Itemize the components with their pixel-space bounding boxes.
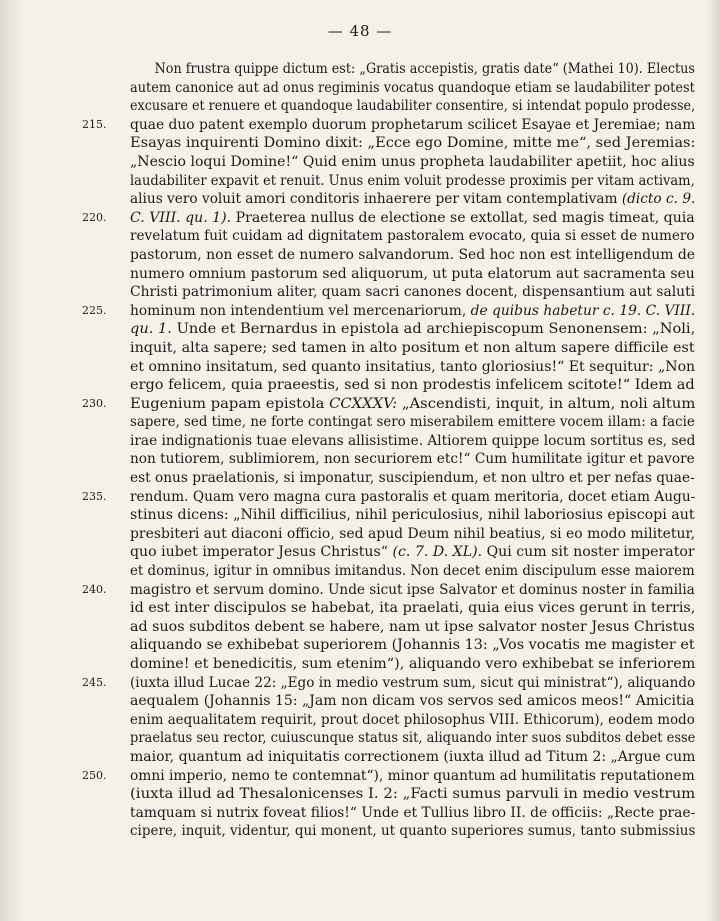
line-text xyxy=(130,785,695,804)
text-line xyxy=(130,692,695,711)
text-line xyxy=(130,562,695,581)
text-line xyxy=(130,506,695,525)
line-text xyxy=(130,413,695,432)
text-line xyxy=(130,525,695,544)
text-line xyxy=(82,116,696,135)
line-segment: Praeterea nullus de electione se extollat, sed magis timeat, quia xyxy=(231,209,695,226)
line-text xyxy=(130,172,695,191)
text-line xyxy=(130,748,695,767)
line-text xyxy=(130,767,695,786)
text-line xyxy=(130,227,695,246)
line-segment: Unde et Bernardus in epistola ad archiepiscopum Senonensem: „Noli, xyxy=(171,321,696,338)
line-text xyxy=(130,246,695,265)
line-text xyxy=(130,376,695,395)
line-text xyxy=(130,358,695,377)
text-line xyxy=(130,172,695,191)
text-line xyxy=(130,283,695,302)
line-segment: et omnino insitatum, sed quanto insitatius, tanto gloriosius!“ Et sequitur: „Non xyxy=(130,358,696,375)
line-segment: Eugenium papam epistola xyxy=(130,395,330,412)
line-text xyxy=(130,488,695,507)
line-segment: Qui cum sit noster imperator xyxy=(482,544,695,561)
line-segment: „Nescio loqui Domine!“ Quid enim unus propheta laudabiliter apetiit, hoc alius xyxy=(130,153,695,170)
line-segment: enim aequalitatem requirit, prout docet philosophus VIII. Ethicorum), eodem modo xyxy=(130,711,695,728)
text-line xyxy=(82,302,696,321)
text-line xyxy=(130,599,695,618)
line-text xyxy=(130,618,695,637)
line-text xyxy=(130,302,695,321)
line-segment: maior, quantum ad iniquitatis correctionem (iuxta illud ad Titum 2: „Argue cum xyxy=(130,748,696,765)
line-segment: laudabiliter expavit et renuit. Unus enim voluit prodesse proximis per vitam activam, xyxy=(130,172,695,189)
line-segment: praelatus seu rector, cuiuscunque status sit, aliquando inter suos subditos debet esse xyxy=(130,730,696,747)
citation-text: C. VIII. qu. 1). xyxy=(130,209,232,226)
text-line xyxy=(130,320,695,339)
text-line xyxy=(130,339,695,358)
line-segment: irae indignationis tuae elevans allisistime. Altiorem quippe locum sortitus es, sed xyxy=(130,432,696,449)
text-line xyxy=(82,395,696,414)
line-segment: „Ascendisti, inquit, in altum, noli altum xyxy=(397,395,696,412)
line-segment: numero omnium pastorum sed aliquorum, ut puta elatorum aut sacramenta seu xyxy=(130,265,695,282)
line-text xyxy=(130,804,695,823)
scan-left-edge xyxy=(0,0,24,921)
text-line xyxy=(130,376,695,395)
line-segment: magistro et servum domino. Unde sicut ipse Salvator et dominus noster in familia xyxy=(130,581,695,598)
body-text xyxy=(82,60,696,841)
line-text xyxy=(130,729,695,748)
text-line xyxy=(130,618,695,637)
line-text xyxy=(130,283,695,302)
text-line xyxy=(130,134,695,153)
line-number: 245. xyxy=(82,675,107,689)
line-text xyxy=(130,525,695,544)
page-number: — 48 — xyxy=(327,22,393,40)
text-line xyxy=(82,767,695,786)
line-segment: omni imperio, nemo te contemnat“), minor quantum ad humilitatis reputationem xyxy=(130,767,695,784)
line-text xyxy=(130,711,695,730)
line-text xyxy=(130,209,695,228)
line-text xyxy=(130,581,695,600)
line-text xyxy=(130,60,695,79)
line-text xyxy=(130,655,695,674)
text-line xyxy=(82,674,696,693)
text-line xyxy=(130,432,695,451)
line-number: 215. xyxy=(82,117,107,131)
text-line xyxy=(130,785,695,804)
line-segment: Christi patrimonium aliter, quam sacri canones docent, dispensantium aut saluti xyxy=(130,284,696,301)
text-line xyxy=(130,97,695,116)
line-segment: alius vero voluit amori conditoris inhaerere per vitam contemplativam xyxy=(130,191,622,208)
line-segment: sapere, sed time, ne forte contingat sero miserabilem emittere vocem illam: a facie xyxy=(130,414,695,431)
line-segment: Esayas inquirenti Domino dixit: „Ecce ego Domine, mitte me“, sed Jeremias: xyxy=(130,135,696,152)
line-text xyxy=(130,134,695,153)
line-segment: id est inter discipulos se habebat, ita praelati, quia eius vices gerunt in terris, xyxy=(130,600,696,617)
text-line xyxy=(130,655,695,674)
line-segment: ergo felicem, quia praeestis, sed si non prodestis infelicem scitote!“ Idem ad xyxy=(130,377,695,394)
text-line xyxy=(130,190,695,209)
citation-text: CCXXXV: xyxy=(329,395,398,412)
line-text xyxy=(130,822,695,841)
line-segment: revelatum fuit cuidam ad dignitatem pastoralem evocato, quia si esset de numero xyxy=(130,228,695,245)
line-number: 230. xyxy=(82,396,107,410)
line-number: 235. xyxy=(82,489,107,503)
line-text xyxy=(130,748,695,767)
text-line xyxy=(130,636,695,655)
citation-text: (dicto c. 9. xyxy=(621,191,696,208)
text-line xyxy=(130,822,695,841)
text-line xyxy=(130,413,695,432)
line-segment: (iuxta illud ad Thesalonicenses I. 2: „Facti sumus parvuli in medio vestrum xyxy=(130,786,696,803)
line-segment: aequalem (Johannis 15: „Jam non dicam vos servos sed amicos meos!“ Amicitia xyxy=(130,693,695,710)
line-number: 225. xyxy=(82,303,107,317)
line-text xyxy=(130,636,695,655)
line-segment: domine! et benedicitis, sum etenim“), aliquando vero exhibebat se inferiorem xyxy=(130,656,696,672)
line-number: 220. xyxy=(82,210,107,224)
line-text xyxy=(130,97,695,116)
line-text xyxy=(130,450,695,469)
line-text xyxy=(130,339,695,358)
line-text xyxy=(130,506,695,525)
line-segment: pastorum, non esset de numero salvandorum. Sed hoc non est intelligendum de xyxy=(130,246,696,263)
text-line xyxy=(130,246,695,265)
line-number: 250. xyxy=(82,768,107,782)
line-text xyxy=(130,395,695,414)
line-segment: rendum. Quam vero magna cura pastoralis et quam meritoria, docet etiam Augu- xyxy=(130,488,696,505)
line-segment: quae duo patent exemplo duorum prophetarum scilicet Esayae et Jeremiae; nam xyxy=(130,116,696,133)
text-line xyxy=(130,153,695,172)
text-line xyxy=(130,469,695,488)
line-segment: stinus dicens: „Nihil difficilius, nihil periculosius, nihil laboriosius episcopi aut xyxy=(130,507,695,524)
line-segment: hominum non intendentium vel mercenariorum, xyxy=(130,302,471,319)
scan-right-edge xyxy=(706,0,720,921)
line-segment: excusare et renuere et quandoque laudabiliter consentire, si intendat populo prodesse, xyxy=(130,98,696,115)
line-segment: non tutiorem, sublimiorem, non securiorem etc!“ Cum humilitate igitur et pavore xyxy=(130,451,695,468)
line-segment: ad suos subditos debent se habere, nam ut ipse salvator noster Jesus Christus xyxy=(130,618,695,635)
line-segment: aliquando se exhibebat superiorem (Johannis 13: „Vos vocatis me magister et xyxy=(130,637,695,654)
line-text xyxy=(130,562,695,581)
text-line xyxy=(82,581,695,600)
text-line xyxy=(130,543,695,562)
line-segment: cipere, inquit, videntur, qui monent, ut quanto superiores sumus, tanto submissius xyxy=(130,823,696,840)
line-text xyxy=(130,543,695,562)
line-text xyxy=(130,116,695,135)
text-line xyxy=(130,358,695,377)
line-text xyxy=(130,227,695,246)
text-line xyxy=(130,729,695,748)
line-segment: presbiteri aut diaconi officio, sed apud Deum nihil beatius, si eo modo militetur, xyxy=(130,525,696,542)
citation-text: qu. 1. xyxy=(130,321,172,338)
line-text xyxy=(130,599,695,618)
line-segment: et dominus, igitur in omnibus imitandus. Non decet enim discipulum esse maiorem xyxy=(130,563,695,580)
text-line xyxy=(82,488,696,507)
line-text xyxy=(130,320,695,339)
citation-text: (c. 7. D. XL). xyxy=(392,544,483,561)
line-text xyxy=(130,153,695,172)
line-text xyxy=(130,674,695,693)
line-segment: Non frustra quippe dictum est: „Gratis accepistis, gratis date“ (Mathei 10). Electus xyxy=(154,61,695,77)
line-text xyxy=(130,265,695,284)
line-segment: tamquam si nutrix foveat filios!“ Unde et Tullius libro II. de officiis: „Recte prae- xyxy=(130,804,696,821)
line-segment: (iuxta illud Lucae 22: „Ego in medio vestrum sum, sicut qui ministrat“), aliquando xyxy=(130,674,696,691)
citation-text: de quibus habetur c. 19. C. VIII. xyxy=(470,302,696,319)
line-text xyxy=(130,692,695,711)
line-text xyxy=(130,432,695,451)
text-line xyxy=(130,450,695,469)
text-line xyxy=(130,265,695,284)
text-line xyxy=(130,804,695,823)
text-line xyxy=(130,79,695,98)
line-text xyxy=(130,190,695,209)
line-segment: est onus praelationis, si imponatur, suscipiendum, et non ultro et per nefas quae- xyxy=(130,470,695,487)
text-line xyxy=(130,711,695,730)
line-segment: quo iubet imperator Jesus Christus“ xyxy=(130,544,393,561)
line-segment: inquit, alta sapere; sed tamen in alto positum et non altum sapere difficile est xyxy=(130,339,695,356)
text-line xyxy=(82,209,695,228)
line-segment: autem canonice aut ad onus regiminis vocatus quandoque etiam se laudabiliter potest xyxy=(130,79,695,96)
text-line xyxy=(130,60,695,79)
line-number: 240. xyxy=(82,582,107,596)
line-text xyxy=(130,469,695,488)
line-text xyxy=(130,79,695,98)
